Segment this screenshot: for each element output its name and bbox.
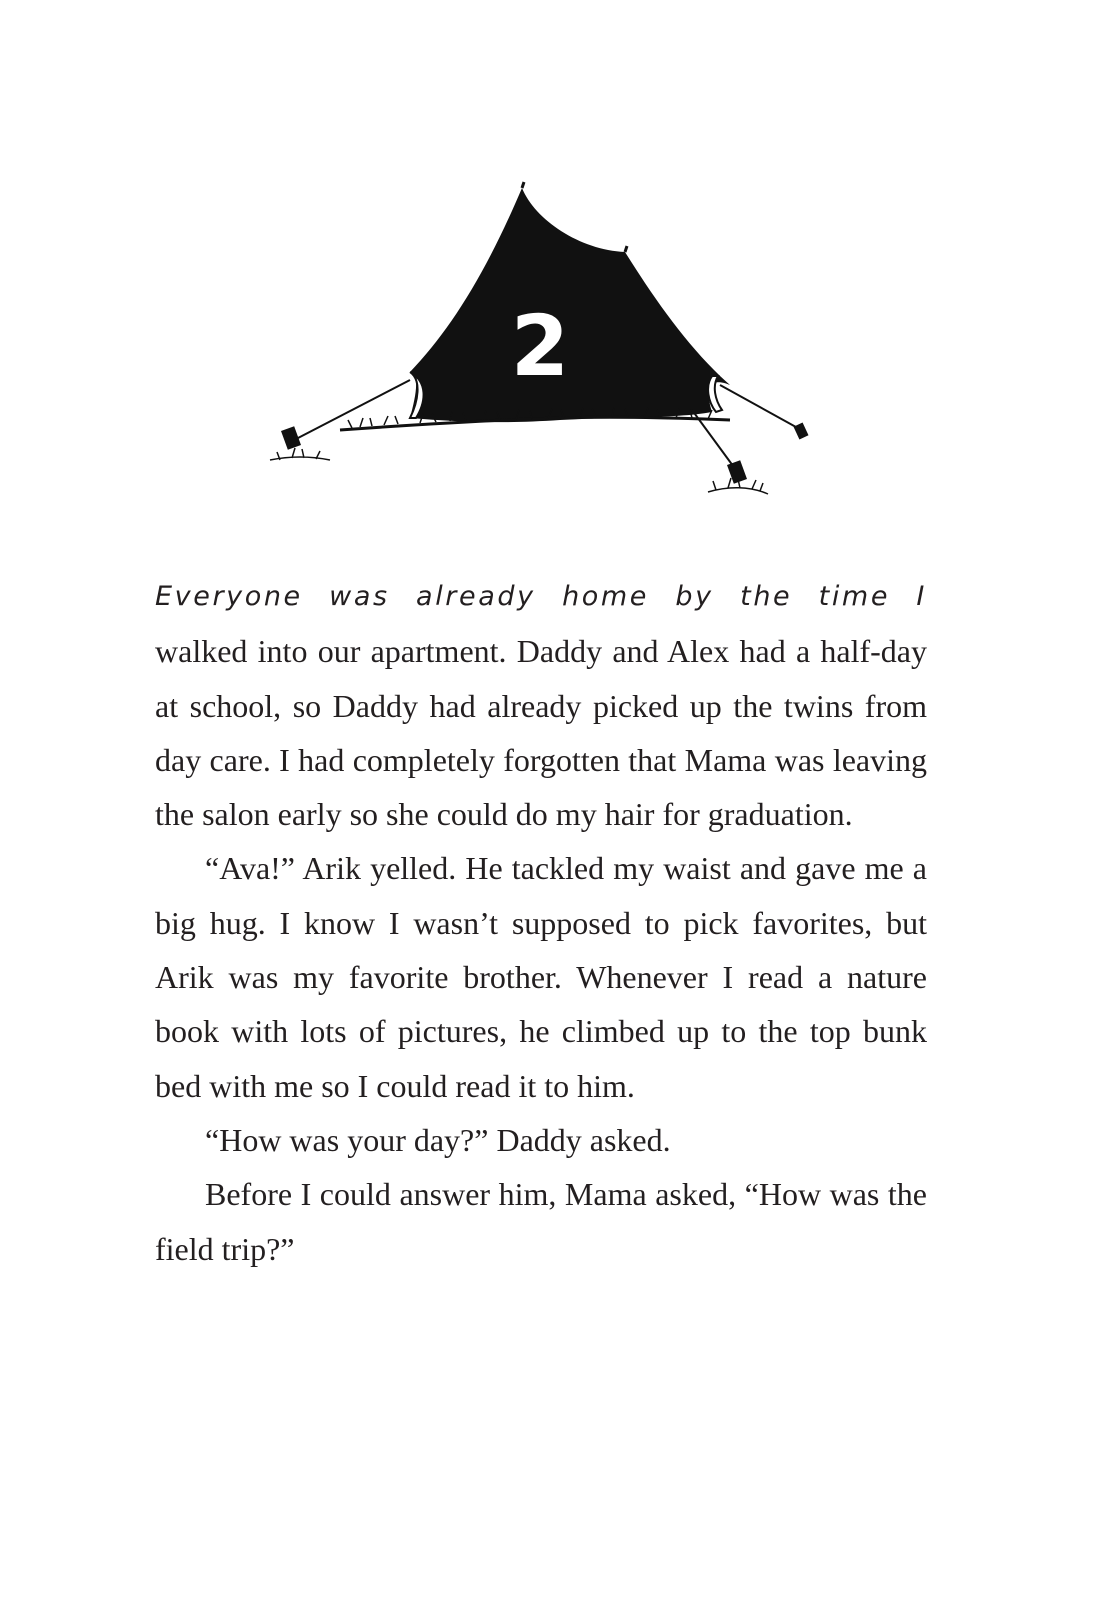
- paragraph-text: “How was your day?” Daddy asked.: [205, 1121, 671, 1158]
- paragraph-text: “Ava!” Arik yelled. He tackled my waist and gave me a big hug. I know I wasn’t supposed to pick favorites, but Arik was my favorite brother. Whenever I read a nature book with lots of pictures, he climbed up to the top bunk bed with me so I could read it to him.: [155, 850, 927, 1104]
- paragraph-1: [155, 567, 927, 841]
- paragraph-text: walked into our apartment. Daddy and Alex had a half-day at school, so Daddy had already picked up the twins from day care. I had completely forgotten that Mama was leaving the salon early so she could do my hair for graduation.: [155, 633, 927, 833]
- chapter-number: 2: [510, 297, 570, 395]
- paragraph-text: Before I could answer him, Mama asked, “How was the field trip?”: [155, 1176, 927, 1267]
- chapter-body: [155, 567, 927, 1276]
- paragraph-2: [155, 841, 927, 1112]
- chapter-lead-in: Everyone was already home by the time I: [155, 581, 927, 612]
- paragraph-4: [155, 1167, 927, 1276]
- paragraph-3: [155, 1113, 927, 1167]
